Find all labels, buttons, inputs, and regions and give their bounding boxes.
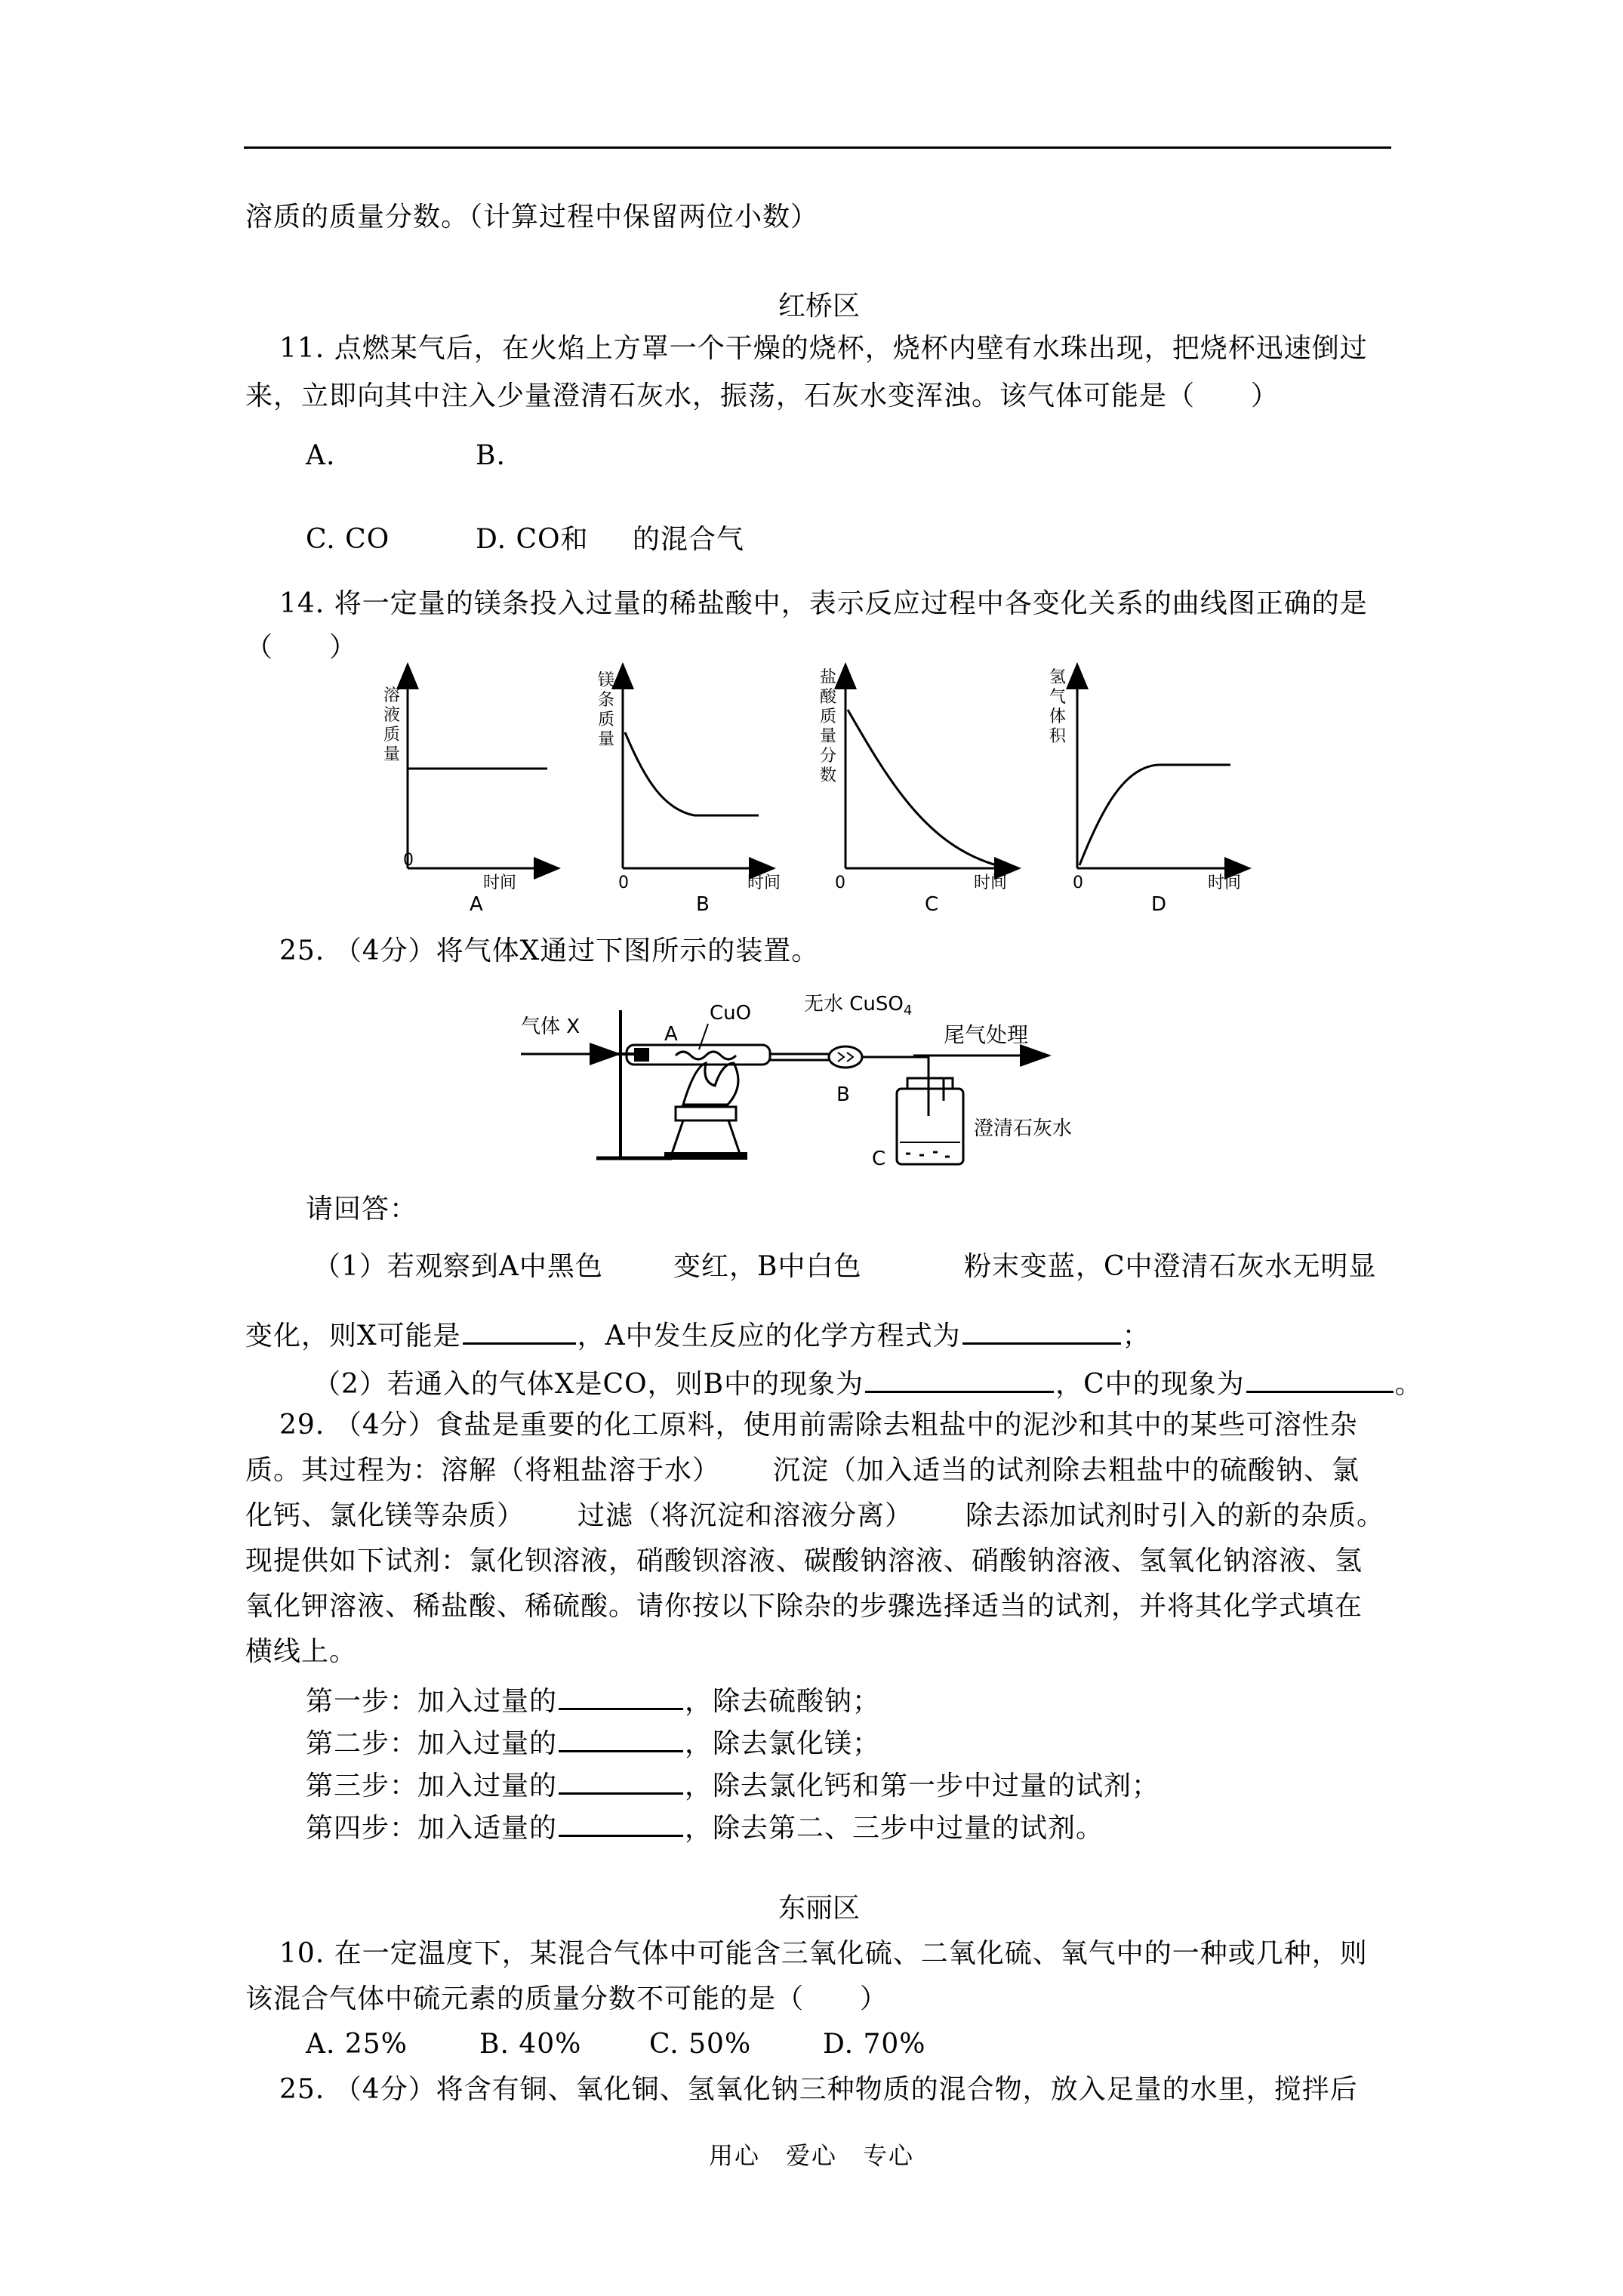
q25-p2-part3: 。 bbox=[1394, 1369, 1423, 1400]
graph-a-origin: 0 bbox=[403, 851, 414, 870]
graph-c-ylabel-1: 盐 bbox=[820, 668, 837, 687]
section-title-dongli: 东丽区 bbox=[778, 1893, 860, 1924]
q11-option-a: A. bbox=[306, 440, 336, 471]
q10-option-a: A. 25% bbox=[306, 2029, 408, 2060]
graph-d-xlabel: 时间 bbox=[1208, 874, 1242, 892]
graph-b-curve bbox=[625, 732, 759, 815]
graph-b-xlabel: 时间 bbox=[747, 874, 781, 892]
gas-x-label: 气体 X bbox=[521, 1015, 581, 1038]
q29-line5: 氧化钾溶液、稀盐酸、稀硫酸。请你按以下除杂的步骤选择适当的试剂，并将其化学式填在 bbox=[245, 1591, 1363, 1622]
q11-option-c: C. CO bbox=[306, 524, 390, 555]
q10-option-c: C. 50% bbox=[649, 2029, 752, 2060]
burner-flame bbox=[683, 1063, 738, 1105]
q25-p1-part2: 变红，B中白色 bbox=[673, 1251, 862, 1282]
q29-line1: 29. （4分）食盐是重要的化工原料，使用前需除去粗盐中的泥沙和其中的某些可溶性杂 bbox=[279, 1410, 1358, 1441]
graph-d-ylabel-3: 体 bbox=[1049, 707, 1067, 726]
graph-d-ylabel-4: 积 bbox=[1049, 727, 1067, 746]
q25-p1-line2 bbox=[245, 1317, 1150, 1353]
q29-blank-step-4[interactable] bbox=[559, 1809, 683, 1837]
graph-d-origin: 0 bbox=[1073, 874, 1083, 892]
graph-b-origin: 0 bbox=[618, 874, 629, 892]
section-title-hongqiao: 红桥区 bbox=[778, 291, 860, 322]
q29-line3-part3: 除去添加试剂时引入的新的杂质。 bbox=[965, 1500, 1385, 1531]
q11-option-d-part1: D. CO和 bbox=[476, 524, 589, 555]
graph-b-ylabel-4: 量 bbox=[598, 730, 615, 749]
q14-line2: （ ） bbox=[245, 632, 358, 663]
q25-p1-part3: 粉末变蓝，C中澄清石灰水无明显 bbox=[964, 1251, 1377, 1282]
graph-c-ylabel-6: 数 bbox=[820, 766, 837, 785]
label-c: C bbox=[872, 1148, 886, 1169]
graph-c-ylabel-2: 酸 bbox=[820, 688, 837, 707]
q25-p2-part1: （2）若通入的气体X是CO，则B中的现象为 bbox=[313, 1369, 864, 1400]
graph-c-origin: 0 bbox=[835, 874, 845, 892]
q25-p1-part6: ； bbox=[1122, 1321, 1150, 1351]
graph-c-curve bbox=[848, 710, 996, 865]
q25-p2-line bbox=[313, 1365, 1423, 1401]
graph-d-ylabel-2: 气 bbox=[1049, 688, 1067, 707]
q29-step-2-prefix: 第二步：加入过量的 bbox=[306, 1728, 558, 1759]
q14-graphs bbox=[370, 657, 1261, 914]
q29-step-2 bbox=[306, 1724, 880, 1761]
q25-blank-c-phenomenon[interactable] bbox=[1246, 1365, 1394, 1393]
q25-blank-b-phenomenon[interactable] bbox=[865, 1365, 1054, 1393]
q29-line3-part1: 化钙、氯化镁等杂质） bbox=[245, 1500, 525, 1531]
graph-c-letter: C bbox=[925, 893, 939, 914]
q29-blank-step-3[interactable] bbox=[559, 1767, 683, 1795]
graph-a-ylabel-1: 溶 bbox=[383, 686, 401, 705]
graph-c-ylabel-4: 量 bbox=[820, 727, 837, 746]
graph-a-xlabel: 时间 bbox=[483, 874, 517, 892]
drying-tube-b bbox=[829, 1046, 862, 1068]
graph-b-ylabel-1: 镁 bbox=[598, 671, 615, 690]
q25-blank-equation[interactable] bbox=[962, 1317, 1121, 1345]
q25-blank-x[interactable] bbox=[463, 1317, 576, 1345]
graph-d bbox=[1049, 664, 1249, 914]
q29-step-3 bbox=[306, 1767, 1160, 1803]
q25b-line1: 25. （4分）将含有铜、氧化铜、氢氧化钠三种物质的混合物，放入足量的水里，搅拌后 bbox=[279, 2074, 1358, 2105]
graph-c-ylabel-5: 分 bbox=[820, 747, 837, 766]
q11-option-d-part2: 的混合气 bbox=[633, 524, 745, 555]
q10-option-b: B. 40% bbox=[479, 2029, 582, 2060]
graph-b bbox=[598, 664, 781, 914]
graph-a-ylabel-3: 质 bbox=[383, 726, 401, 744]
q10-line2: 该混合气体中硫元素的质量分数不可能的是（ ） bbox=[245, 1983, 888, 2014]
q29-step-3-suffix: ，除去氯化钙和第一步中过量的试剂； bbox=[685, 1771, 1160, 1801]
q29-blank-step-1[interactable] bbox=[559, 1682, 683, 1710]
q29-line2-part2: 沉淀（加入适当的试剂除去粗盐中的硫酸钠、氯 bbox=[773, 1455, 1360, 1486]
q25-line1: 25. （4分）将气体X通过下图所示的装置。 bbox=[279, 935, 820, 966]
graph-a-ylabel-4: 量 bbox=[383, 745, 401, 764]
graph-c-xlabel: 时间 bbox=[974, 874, 1008, 892]
label-a: A bbox=[664, 1023, 678, 1046]
q29-line2-part1: 质。其过程为：溶解（将粗盐溶于水） bbox=[245, 1455, 721, 1486]
graph-c bbox=[820, 664, 1019, 914]
q29-line3-part2: 过滤（将沉淀和溶液分离） bbox=[577, 1500, 913, 1531]
graph-b-letter: B bbox=[696, 893, 710, 914]
graph-a-letter: A bbox=[470, 893, 483, 914]
graph-b-ylabel-3: 质 bbox=[598, 710, 615, 729]
q10-line1: 10. 在一定温度下，某混合气体中可能含三氧化硫、二氧化硫、氧气中的一种或几种，则 bbox=[279, 1938, 1368, 1969]
q29-step-4-suffix: ，除去第二、三步中过量的试剂。 bbox=[685, 1813, 1104, 1844]
q29-line2 bbox=[245, 1454, 1360, 1487]
q25-p2-part2: ，C中的现象为 bbox=[1055, 1369, 1245, 1400]
q29-step-1-suffix: ，除去硫酸钠； bbox=[685, 1686, 881, 1717]
q25-p1-part5: ，A中发生反应的化学方程式为 bbox=[577, 1321, 961, 1351]
q25-p1-part1: （1）若观察到A中黑色 bbox=[313, 1251, 603, 1282]
cuo-label: CuO bbox=[710, 1002, 752, 1025]
q29-step-4-prefix: 第四步：加入适量的 bbox=[306, 1813, 558, 1844]
graph-a-ylabel-2: 液 bbox=[383, 706, 401, 725]
graph-d-letter: D bbox=[1151, 893, 1167, 914]
graph-d-curve bbox=[1079, 765, 1230, 865]
q11-option-b: B. bbox=[476, 440, 506, 471]
page-footer: 用心 爱心 专心 bbox=[708, 2141, 914, 2170]
label-b: B bbox=[836, 1083, 850, 1106]
q29-step-1 bbox=[306, 1682, 880, 1718]
anhydrous-label: 无水 CuSO$_4$ bbox=[804, 993, 913, 1019]
q14-line1: 14. 将一定量的镁条投入过量的稀盐酸中，表示反应过程中各变化关系的曲线图正确的是 bbox=[279, 588, 1368, 619]
q11-line2: 来，立即向其中注入少量澄清石灰水，振荡，石灰水变浑浊。该气体可能是（ ） bbox=[245, 381, 1280, 411]
graph-d-ylabel-1: 氢 bbox=[1049, 668, 1067, 687]
q25-answer-prompt: 请回答： bbox=[306, 1194, 418, 1225]
graph-a bbox=[383, 664, 559, 914]
header-rule bbox=[244, 146, 1391, 149]
q29-step-4 bbox=[306, 1809, 1104, 1845]
q29-step-1-prefix: 第一步：加入过量的 bbox=[306, 1686, 558, 1717]
q29-step-2-suffix: ，除去氯化镁； bbox=[685, 1728, 881, 1759]
intro-line: 溶质的质量分数。（计算过程中保留两位小数） bbox=[245, 202, 819, 233]
q25-apparatus-diagram bbox=[521, 980, 1095, 1169]
tail-gas-label: 尾气处理 bbox=[944, 1022, 1029, 1047]
graph-c-ylabel-3: 质 bbox=[820, 707, 837, 726]
q29-line4: 现提供如下试剂：氯化钡溶液，硝酸钡溶液、碳酸钠溶液、硝酸钠溶液、氢氧化钠溶液、氢 bbox=[245, 1546, 1363, 1576]
q25-p1-part4: 变化，则X可能是 bbox=[245, 1321, 461, 1351]
q10-option-d: D. 70% bbox=[823, 2029, 926, 2060]
q11-line1: 11. 点燃某气后，在火焰上方罩一个干燥的烧杯，烧杯内壁有水珠出现，把烧杯迅速倒过 bbox=[279, 333, 1368, 364]
limewater-label: 澄清石灰水 bbox=[974, 1117, 1073, 1140]
graph-b-ylabel-2: 条 bbox=[598, 691, 615, 710]
q29-blank-step-2[interactable] bbox=[559, 1724, 683, 1752]
q29-line3 bbox=[245, 1499, 1384, 1533]
q29-step-3-prefix: 第三步：加入过量的 bbox=[306, 1771, 558, 1801]
q29-line6: 横线上。 bbox=[245, 1636, 358, 1667]
